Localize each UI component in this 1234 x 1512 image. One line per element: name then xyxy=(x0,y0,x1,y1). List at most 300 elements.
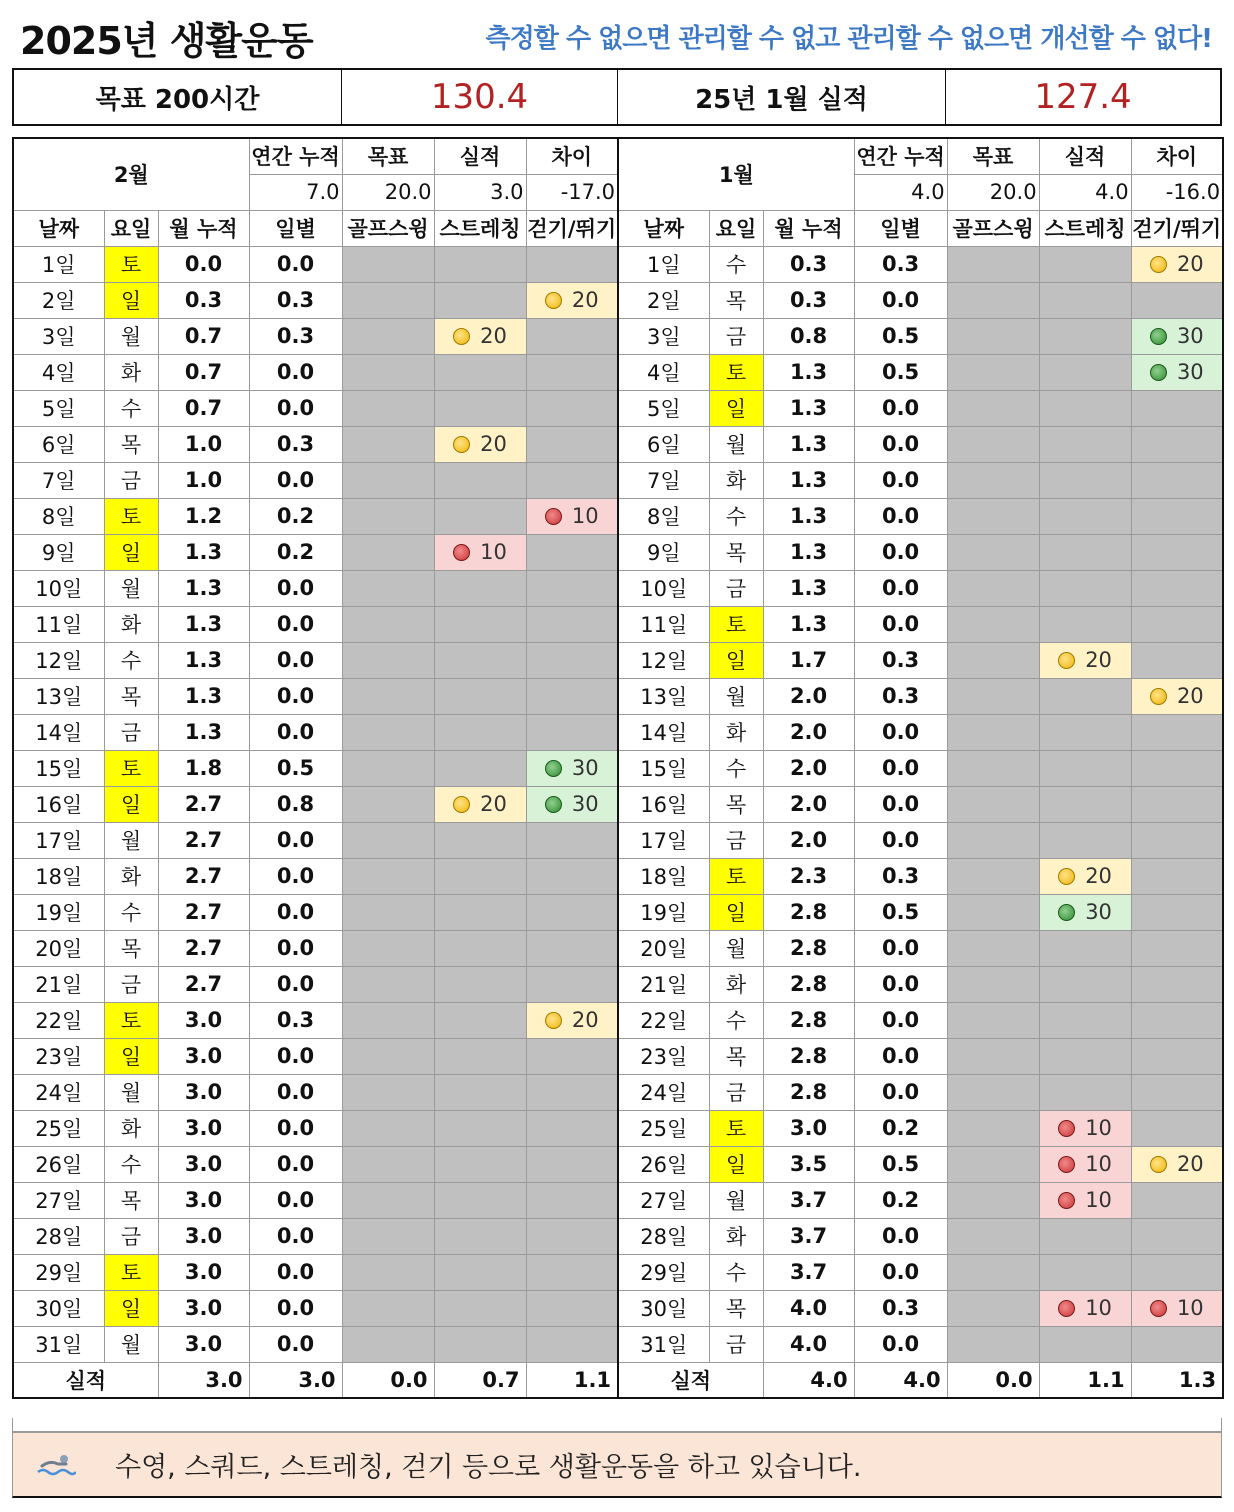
monthly-cumulative-cell: 3.0 xyxy=(158,1146,249,1182)
date-cell: 14일 xyxy=(618,714,709,750)
daily-hours-cell: 0.3 xyxy=(854,858,947,894)
red-circle-icon xyxy=(1150,1300,1167,1317)
weekday-cell: 토 xyxy=(709,606,763,642)
weekday-cell: 일 xyxy=(104,786,158,822)
date-cell: 22일 xyxy=(618,1002,709,1038)
stretching-cell xyxy=(1039,1326,1131,1362)
stretching-cell xyxy=(434,1002,526,1038)
weekday-cell: 화 xyxy=(709,462,763,498)
date-cell: 10일 xyxy=(13,570,104,606)
date-cell: 19일 xyxy=(618,894,709,930)
daily-hours-cell: 0.0 xyxy=(249,1254,342,1290)
weekday-cell: 화 xyxy=(709,966,763,1002)
walk-run-cell xyxy=(1131,930,1223,966)
right-actual-label: 실적 xyxy=(1039,138,1131,174)
walk-run-cell xyxy=(1131,966,1223,1002)
walk-run-cell xyxy=(1131,606,1223,642)
right-total-label: 실적 xyxy=(618,1362,763,1398)
exercise-log-table xyxy=(12,137,1224,1399)
right-total-value: 4.0 xyxy=(854,1362,947,1398)
golf-swing-cell xyxy=(342,1326,434,1362)
weekday-cell: 일 xyxy=(104,1038,158,1074)
weekday-cell: 월 xyxy=(709,930,763,966)
yellow-circle-icon xyxy=(1150,1156,1167,1173)
daily-hours-cell: 0.0 xyxy=(854,1218,947,1254)
right-diff-label: 차이 xyxy=(1131,138,1223,174)
golf-swing-cell xyxy=(342,642,434,678)
weekday-cell: 토 xyxy=(104,498,158,534)
monthly-cumulative-cell: 2.7 xyxy=(158,930,249,966)
date-cell: 28일 xyxy=(13,1218,104,1254)
weekday-cell: 월 xyxy=(104,822,158,858)
monthly-cumulative-cell: 2.8 xyxy=(763,1038,854,1074)
golf-swing-cell xyxy=(947,1326,1039,1362)
walk-run-cell xyxy=(526,318,618,354)
minutes-value: 10 xyxy=(480,540,507,564)
stretching-cell xyxy=(434,426,526,462)
minutes-value: 10 xyxy=(1085,1116,1112,1140)
date-cell: 13일 xyxy=(618,678,709,714)
stretching-cell xyxy=(434,822,526,858)
minutes-value: 20 xyxy=(1176,684,1204,708)
golf-swing-cell xyxy=(947,1002,1039,1038)
golf-swing-cell xyxy=(947,822,1039,858)
daily-hours-cell: 0.0 xyxy=(854,1038,947,1074)
daily-hours-cell: 0.0 xyxy=(249,354,342,390)
daily-hours-cell: 0.3 xyxy=(249,1002,342,1038)
walk-run-cell xyxy=(526,1326,618,1362)
golf-swing-cell xyxy=(342,1254,434,1290)
golf-swing-cell xyxy=(342,786,434,822)
yellow-circle-icon xyxy=(1150,688,1167,705)
golf-swing-cell xyxy=(342,354,434,390)
table-row xyxy=(13,966,1223,1002)
monthly-cumulative-cell: 1.3 xyxy=(158,606,249,642)
stretching-cell xyxy=(434,1110,526,1146)
monthly-cumulative-cell: 2.8 xyxy=(763,894,854,930)
date-cell: 12일 xyxy=(618,642,709,678)
yellow-circle-icon xyxy=(545,1012,562,1029)
monthly-cumulative-cell: 1.3 xyxy=(763,498,854,534)
monthly-cumulative-cell: 1.3 xyxy=(158,642,249,678)
red-circle-icon xyxy=(1058,1120,1075,1137)
weekday-cell: 일 xyxy=(709,1146,763,1182)
walk-run-cell xyxy=(1131,642,1223,678)
monthly-cumulative-cell: 1.8 xyxy=(158,750,249,786)
left-col-header: 날짜 xyxy=(13,210,104,246)
weekday-cell: 수 xyxy=(104,390,158,426)
date-cell: 11일 xyxy=(618,606,709,642)
stretching-cell xyxy=(434,1182,526,1218)
walk-run-cell xyxy=(1131,1002,1223,1038)
table-row xyxy=(13,714,1223,750)
walk-run-cell xyxy=(1131,390,1223,426)
table-row xyxy=(13,1218,1223,1254)
monthly-cumulative-cell: 1.7 xyxy=(763,642,854,678)
daily-hours-cell: 0.0 xyxy=(249,894,342,930)
weekday-cell: 월 xyxy=(104,318,158,354)
weekday-cell: 목 xyxy=(709,534,763,570)
weekday-cell: 화 xyxy=(104,354,158,390)
date-cell: 23일 xyxy=(618,1038,709,1074)
stretching-cell xyxy=(434,1254,526,1290)
stretching-cell xyxy=(1039,462,1131,498)
minutes-value: 20 xyxy=(1176,1152,1204,1176)
stretching-cell xyxy=(1039,1110,1131,1146)
date-cell: 5일 xyxy=(13,390,104,426)
prev-value: 127.4 xyxy=(1034,77,1132,117)
weekday-cell: 목 xyxy=(104,1182,158,1218)
table-row xyxy=(13,930,1223,966)
date-cell: 2일 xyxy=(618,282,709,318)
left-total-value: 3.0 xyxy=(158,1362,249,1398)
left-col-header: 월 누적 xyxy=(158,210,249,246)
golf-swing-cell xyxy=(947,1254,1039,1290)
weekday-cell: 화 xyxy=(104,606,158,642)
walk-run-cell xyxy=(1131,426,1223,462)
daily-hours-cell: 0.0 xyxy=(854,1254,947,1290)
daily-hours-cell: 0.0 xyxy=(854,714,947,750)
monthly-cumulative-cell: 0.3 xyxy=(158,282,249,318)
minutes-value: 20 xyxy=(1085,864,1112,888)
monthly-cumulative-cell: 3.0 xyxy=(158,1110,249,1146)
minutes-value: 10 xyxy=(1085,1296,1112,1320)
daily-hours-cell: 0.0 xyxy=(249,462,342,498)
left-col-header: 일별 xyxy=(249,210,342,246)
weekday-cell: 일 xyxy=(709,390,763,426)
minutes-value: 10 xyxy=(1085,1152,1112,1176)
yellow-circle-icon xyxy=(453,796,470,813)
golf-swing-cell xyxy=(342,714,434,750)
right-total-value: 0.0 xyxy=(947,1362,1039,1398)
golf-swing-cell xyxy=(342,1290,434,1326)
table-row xyxy=(13,462,1223,498)
daily-hours-cell: 0.0 xyxy=(249,1146,342,1182)
table-row xyxy=(13,318,1223,354)
weekday-cell: 토 xyxy=(104,750,158,786)
stretching-cell xyxy=(1039,1002,1131,1038)
monthly-cumulative-cell: 3.0 xyxy=(158,1326,249,1362)
walk-run-cell xyxy=(1131,318,1223,354)
right-col-header: 요일 xyxy=(709,210,763,246)
left-col-header: 요일 xyxy=(104,210,158,246)
golf-swing-cell xyxy=(342,966,434,1002)
walk-run-cell xyxy=(526,1038,618,1074)
monthly-cumulative-cell: 3.7 xyxy=(763,1254,854,1290)
table-row xyxy=(13,1110,1223,1146)
weekday-cell: 목 xyxy=(104,678,158,714)
monthly-cumulative-cell: 1.3 xyxy=(763,354,854,390)
stretching-cell xyxy=(1039,534,1131,570)
golf-swing-cell xyxy=(947,606,1039,642)
table-row xyxy=(13,246,1223,282)
walk-run-cell xyxy=(1131,858,1223,894)
stretching-cell xyxy=(434,606,526,642)
left-col-header: 걷기/뛰기 xyxy=(526,210,618,246)
golf-swing-cell xyxy=(342,678,434,714)
minutes-value: 10 xyxy=(1085,1188,1112,1212)
monthly-cumulative-cell: 4.0 xyxy=(763,1290,854,1326)
summary-bar xyxy=(12,68,1222,126)
note-text: 수영, 스쿼드, 스트레칭, 걷기 등으로 생활운동을 하고 있습니다. xyxy=(115,1452,862,1483)
stretching-cell xyxy=(1039,894,1131,930)
walk-run-cell xyxy=(1131,1254,1223,1290)
table-row xyxy=(13,570,1223,606)
monthly-cumulative-cell: 2.7 xyxy=(158,894,249,930)
date-cell: 30일 xyxy=(13,1290,104,1326)
stretching-cell xyxy=(1039,570,1131,606)
yellow-circle-icon xyxy=(453,328,470,345)
daily-hours-cell: 0.0 xyxy=(249,1326,342,1362)
stretching-cell xyxy=(1039,930,1131,966)
table-row xyxy=(13,1254,1223,1290)
monthly-cumulative-cell: 2.7 xyxy=(158,822,249,858)
date-cell: 26일 xyxy=(13,1146,104,1182)
date-cell: 8일 xyxy=(618,498,709,534)
monthly-cumulative-cell: 1.0 xyxy=(158,426,249,462)
monthly-cumulative-cell: 0.3 xyxy=(763,246,854,282)
weekday-cell: 월 xyxy=(104,1074,158,1110)
daily-hours-cell: 0.0 xyxy=(249,822,342,858)
monthly-cumulative-cell: 3.0 xyxy=(158,1218,249,1254)
table-row xyxy=(13,498,1223,534)
monthly-cumulative-cell: 0.0 xyxy=(158,246,249,282)
date-cell: 17일 xyxy=(618,822,709,858)
date-cell: 8일 xyxy=(13,498,104,534)
weekday-cell: 수 xyxy=(709,246,763,282)
golf-swing-cell xyxy=(947,1182,1039,1218)
golf-swing-cell xyxy=(947,1074,1039,1110)
stretching-cell xyxy=(434,858,526,894)
swimmer-icon xyxy=(33,1450,79,1480)
monthly-cumulative-cell: 3.7 xyxy=(763,1182,854,1218)
date-cell: 22일 xyxy=(13,1002,104,1038)
date-cell: 29일 xyxy=(13,1254,104,1290)
golf-swing-cell xyxy=(947,678,1039,714)
table-row xyxy=(13,1002,1223,1038)
golf-swing-cell xyxy=(947,714,1039,750)
date-cell: 5일 xyxy=(618,390,709,426)
stretching-cell xyxy=(1039,642,1131,678)
daily-hours-cell: 0.0 xyxy=(854,1326,947,1362)
date-cell: 20일 xyxy=(13,930,104,966)
date-cell: 31일 xyxy=(618,1326,709,1362)
date-cell: 26일 xyxy=(618,1146,709,1182)
monthly-cumulative-cell: 2.8 xyxy=(763,1074,854,1110)
daily-hours-cell: 0.5 xyxy=(854,318,947,354)
right-col-header: 스트레칭 xyxy=(1039,210,1131,246)
walk-run-cell xyxy=(526,606,618,642)
weekday-cell: 금 xyxy=(709,318,763,354)
golf-swing-cell xyxy=(947,750,1039,786)
weekday-cell: 토 xyxy=(104,1002,158,1038)
table-row xyxy=(13,858,1223,894)
stretching-cell xyxy=(434,318,526,354)
monthly-cumulative-cell: 1.3 xyxy=(158,534,249,570)
left-annual-label: 연간 누적 xyxy=(249,138,342,174)
walk-run-cell xyxy=(1131,462,1223,498)
weekday-cell: 월 xyxy=(709,426,763,462)
walk-run-cell xyxy=(1131,498,1223,534)
yellow-circle-icon xyxy=(545,292,562,309)
monthly-cumulative-cell: 2.3 xyxy=(763,858,854,894)
table-row xyxy=(13,1290,1223,1326)
monthly-cumulative-cell: 2.8 xyxy=(763,966,854,1002)
minutes-value: 20 xyxy=(480,432,507,456)
yellow-circle-icon xyxy=(1058,868,1075,885)
walk-run-cell xyxy=(526,1218,618,1254)
minutes-value: 20 xyxy=(480,324,507,348)
stretching-cell xyxy=(434,1290,526,1326)
weekday-cell: 토 xyxy=(709,1110,763,1146)
daily-hours-cell: 0.3 xyxy=(249,426,342,462)
monthly-cumulative-cell: 1.0 xyxy=(158,462,249,498)
golf-swing-cell xyxy=(342,570,434,606)
stretching-cell xyxy=(1039,1218,1131,1254)
walk-run-cell xyxy=(526,426,618,462)
weekday-cell: 목 xyxy=(709,1290,763,1326)
daily-hours-cell: 0.0 xyxy=(854,1002,947,1038)
weekday-cell: 수 xyxy=(104,642,158,678)
monthly-cumulative-cell: 0.3 xyxy=(763,282,854,318)
left-target-label: 목표 xyxy=(342,138,434,174)
right-annual-value: 4.0 xyxy=(854,174,947,210)
minutes-value: 20 xyxy=(1085,648,1112,672)
monthly-cumulative-cell: 0.7 xyxy=(158,318,249,354)
monthly-cumulative-cell: 2.7 xyxy=(158,966,249,1002)
weekday-cell: 수 xyxy=(709,750,763,786)
daily-hours-cell: 0.0 xyxy=(249,858,342,894)
golf-swing-cell xyxy=(342,426,434,462)
stretching-cell xyxy=(1039,426,1131,462)
walk-run-cell xyxy=(526,714,618,750)
date-cell: 19일 xyxy=(13,894,104,930)
walk-run-cell xyxy=(526,498,618,534)
walk-run-cell xyxy=(526,534,618,570)
red-circle-icon xyxy=(1058,1192,1075,1209)
date-cell: 16일 xyxy=(13,786,104,822)
date-cell: 24일 xyxy=(13,1074,104,1110)
weekday-cell: 토 xyxy=(104,246,158,282)
date-cell: 1일 xyxy=(618,246,709,282)
stretching-cell xyxy=(434,498,526,534)
stretching-cell xyxy=(434,246,526,282)
monthly-cumulative-cell: 3.0 xyxy=(158,1290,249,1326)
walk-run-cell xyxy=(1131,678,1223,714)
daily-hours-cell: 0.0 xyxy=(854,606,947,642)
daily-hours-cell: 0.0 xyxy=(854,966,947,1002)
monthly-cumulative-cell: 1.3 xyxy=(158,678,249,714)
weekday-cell: 수 xyxy=(104,894,158,930)
date-cell: 24일 xyxy=(618,1074,709,1110)
stretching-cell xyxy=(1039,1146,1131,1182)
table-row xyxy=(13,354,1223,390)
table-row xyxy=(13,606,1223,642)
golf-swing-cell xyxy=(947,894,1039,930)
walk-run-cell xyxy=(526,750,618,786)
table-row xyxy=(13,390,1223,426)
stretching-cell xyxy=(434,534,526,570)
stretching-cell xyxy=(434,642,526,678)
minutes-value: 10 xyxy=(1176,1296,1204,1320)
right-diff-value: -16.0 xyxy=(1131,174,1223,210)
daily-hours-cell: 0.0 xyxy=(249,1074,342,1110)
daily-hours-cell: 0.0 xyxy=(249,966,342,1002)
right-month-title: 1월 xyxy=(618,138,854,210)
stretching-cell xyxy=(1039,606,1131,642)
left-actual-label: 실적 xyxy=(434,138,526,174)
stretching-cell xyxy=(1039,282,1131,318)
daily-hours-cell: 0.2 xyxy=(249,534,342,570)
table-row xyxy=(13,786,1223,822)
walk-run-cell xyxy=(526,678,618,714)
golf-swing-cell xyxy=(947,966,1039,1002)
goal-label: 목표 200시간 xyxy=(14,70,342,124)
table-spacer xyxy=(12,1418,1222,1432)
walk-run-cell xyxy=(1131,714,1223,750)
stretching-cell xyxy=(1039,390,1131,426)
monthly-cumulative-cell: 2.8 xyxy=(763,1002,854,1038)
date-cell: 7일 xyxy=(618,462,709,498)
left-col-header: 골프스윙 xyxy=(342,210,434,246)
golf-swing-cell xyxy=(947,1038,1039,1074)
left-total-value: 0.0 xyxy=(342,1362,434,1398)
golf-swing-cell xyxy=(947,534,1039,570)
golf-swing-cell xyxy=(947,1146,1039,1182)
walk-run-cell xyxy=(526,282,618,318)
stretching-cell xyxy=(1039,498,1131,534)
stretching-cell xyxy=(1039,714,1131,750)
monthly-cumulative-cell: 2.0 xyxy=(763,822,854,858)
weekday-cell: 화 xyxy=(709,1218,763,1254)
walk-run-cell xyxy=(526,858,618,894)
walk-run-cell xyxy=(1131,786,1223,822)
daily-hours-cell: 0.3 xyxy=(854,678,947,714)
stretching-cell xyxy=(434,462,526,498)
golf-swing-cell xyxy=(342,390,434,426)
date-cell: 29일 xyxy=(618,1254,709,1290)
weekday-cell: 금 xyxy=(104,966,158,1002)
daily-hours-cell: 0.0 xyxy=(854,570,947,606)
weekday-cell: 화 xyxy=(709,714,763,750)
daily-hours-cell: 0.0 xyxy=(249,1290,342,1326)
date-cell: 18일 xyxy=(13,858,104,894)
monthly-cumulative-cell: 0.7 xyxy=(158,390,249,426)
monthly-cumulative-cell: 2.0 xyxy=(763,750,854,786)
table-row xyxy=(13,678,1223,714)
date-cell: 3일 xyxy=(618,318,709,354)
walk-run-cell xyxy=(1131,1218,1223,1254)
golf-swing-cell xyxy=(342,498,434,534)
weekday-cell: 금 xyxy=(709,822,763,858)
stretching-cell xyxy=(1039,1038,1131,1074)
walk-run-cell xyxy=(526,1290,618,1326)
stretching-cell xyxy=(434,750,526,786)
right-col-header: 월 누적 xyxy=(763,210,854,246)
golf-swing-cell xyxy=(342,534,434,570)
golf-swing-cell xyxy=(342,1074,434,1110)
golf-swing-cell xyxy=(947,1110,1039,1146)
daily-hours-cell: 0.0 xyxy=(249,1182,342,1218)
golf-swing-cell xyxy=(342,318,434,354)
date-cell: 21일 xyxy=(618,966,709,1002)
walk-run-cell xyxy=(526,1254,618,1290)
daily-hours-cell: 0.0 xyxy=(854,462,947,498)
monthly-cumulative-cell: 3.0 xyxy=(158,1254,249,1290)
date-cell: 7일 xyxy=(13,462,104,498)
monthly-cumulative-cell: 2.8 xyxy=(763,930,854,966)
daily-hours-cell: 0.2 xyxy=(854,1182,947,1218)
